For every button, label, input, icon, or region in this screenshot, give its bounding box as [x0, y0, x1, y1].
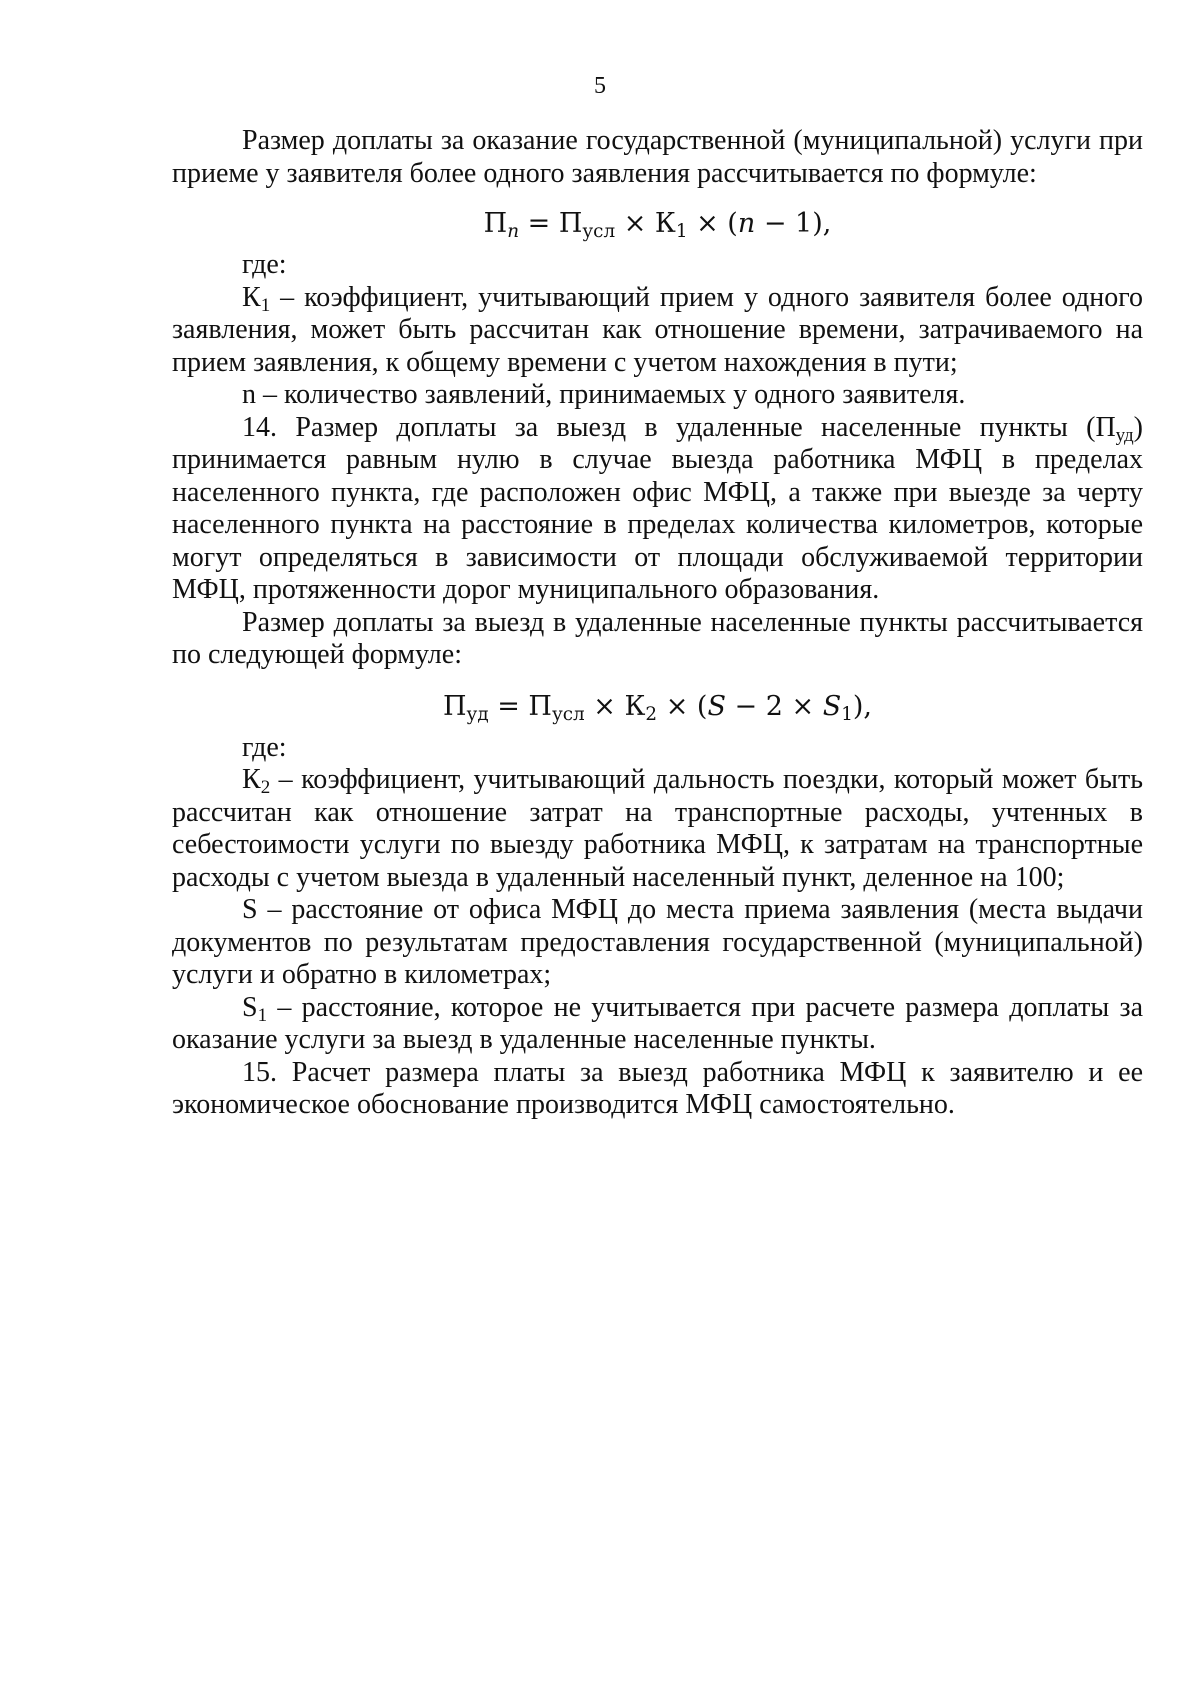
- definition-s: S – расстояние от офиса МФЦ до места приема заявления (места выдачи документов по результатам предоставления государственной (муниципальной) услуги и обратно в километрах;: [172, 894, 1143, 990]
- definition-k2: К2 – коэффициент, учитывающий дальность поездки, который может быть рассчитан как отношение затрат на транспортные расходы, учтенных в себестоимости услуги по выезду работника МФЦ, к затратам на транспортные расходы с учетом выезда в удаленный населенный пункт, деленное на 100;: [172, 764, 1143, 893]
- formula-additional-fee: $П_n = П_{усл} \times К_1 \times (n - 1)$,: [483, 208, 832, 243]
- definition-s1: S1 – расстояние, которое не учитывается при расчете размера доплаты за оказание услуги за выезд в удаленные населенные пункты.: [172, 991, 1143, 1055]
- paragraph-intro: Размер доплаты за оказание государственной (муниципальной) услуги при приеме у заявителя более одного заявления рассчитывается по формуле:: [172, 125, 1143, 189]
- definition-n: n – количество заявлений, принимаемых у одного заявителя.: [242, 379, 966, 410]
- paragraph-14: 14. Размер доплаты за выезд в удаленные населенные пункты (Пуд) принимается равным нулю в случае выезда работника МФЦ в пределах населенного пункта, где расположен офис МФЦ, а также при выезде за черту населенного пункта на расстояние в пределах количества километров, которые могут определяться в зависимости от площади обслуживаемой территории МФЦ, протяженности дорог муниципального образования.: [172, 411, 1143, 605]
- where-label-2: где:: [242, 731, 287, 763]
- definition-k1: К1 – коэффициент, учитывающий прием у одного заявителя более одного заявления, может быть рассчитан как отношение времени, затрачиваемого на прием заявления, к общему времени с учетом нахождения в пути;: [172, 281, 1143, 378]
- where-label-1: где:: [242, 249, 287, 280]
- paragraph-15: 15. Расчет размера платы за выезд работника МФЦ к заявителю и ее экономическое обоснование производится МФЦ самостоятельно.: [172, 1056, 1143, 1120]
- paragraph-distance-intro: Размер доплаты за выезд в удаленные населенные пункты рассчитывается по следующей формуле:: [172, 606, 1143, 670]
- document-body: [172, 125, 1143, 1122]
- page-number: 5: [594, 73, 606, 99]
- formula-remote-fee: $П_{уд} = П_{усл} \times К_2 \times (S - 2 \times S_1)$,: [442, 690, 873, 725]
